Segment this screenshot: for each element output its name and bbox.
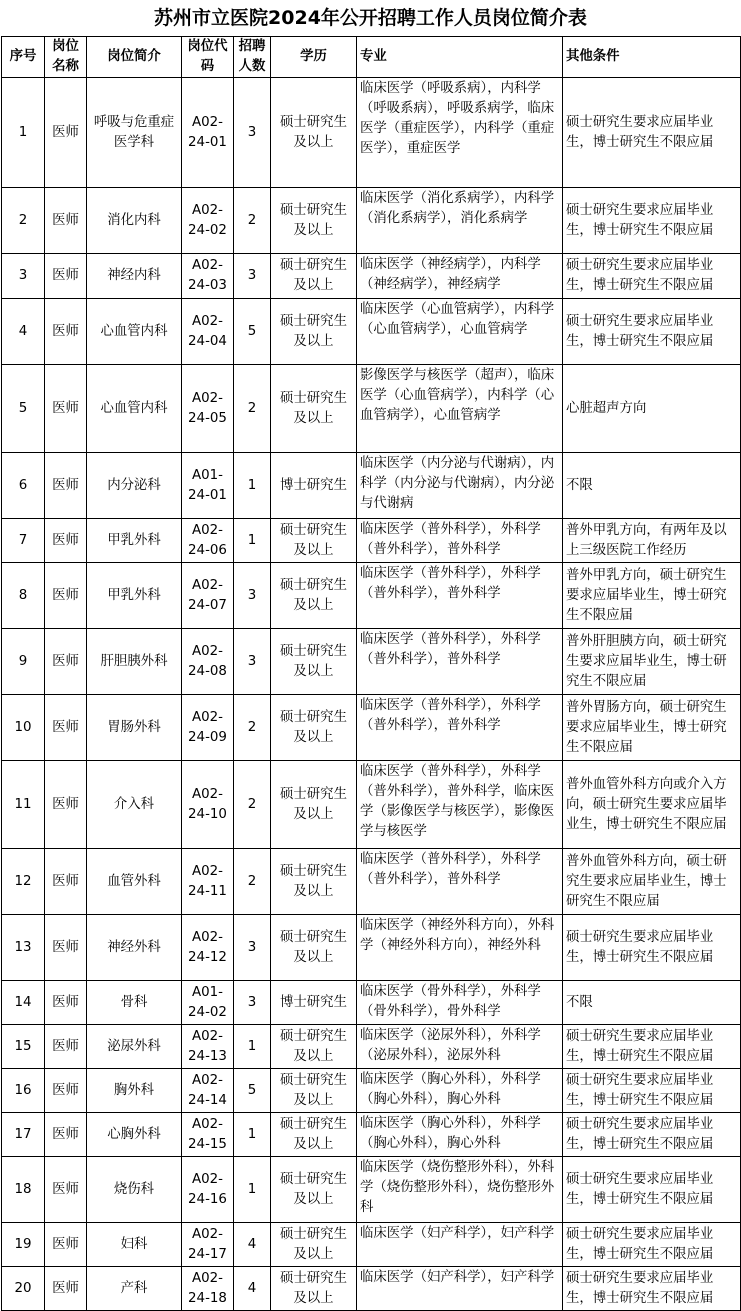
cell-position-name: 医师 xyxy=(45,981,87,1025)
cell-other-conditions: 硕士研究生要求应届毕业生，博士研究生不限应届 xyxy=(563,78,741,188)
cell-row-no: 9 xyxy=(2,629,45,695)
table-row xyxy=(2,299,741,365)
cell-education: 硕士研究生及以上 xyxy=(271,365,357,453)
cell-position-code: A02-24-09 xyxy=(182,695,234,761)
cell-education: 博士研究生 xyxy=(271,453,357,519)
cell-recruit-count: 1 xyxy=(234,1157,271,1223)
header-position-intro: 岗位简介 xyxy=(87,37,182,78)
cell-other-conditions: 普外肝胆胰方向，硕士研究生要求应届毕业生，博士研究生不限应届 xyxy=(563,629,741,695)
cell-position-name: 医师 xyxy=(45,1069,87,1113)
cell-major: 临床医学（心血管病学），内科学（心血管病学），心血管病学 xyxy=(357,299,563,365)
cell-position-intro: 心胸外科 xyxy=(87,1113,182,1157)
cell-row-no: 10 xyxy=(2,695,45,761)
cell-major: 临床医学（泌尿外科），外科学（泌尿外科），泌尿外科 xyxy=(357,1025,563,1069)
cell-major: 临床医学（烧伤整形外科），外科学（烧伤整形外科），烧伤整形外科 xyxy=(357,1157,563,1223)
cell-position-code: A02-24-16 xyxy=(182,1157,234,1223)
cell-position-name: 医师 xyxy=(45,453,87,519)
cell-other-conditions: 硕士研究生要求应届毕业生，博士研究生不限应届 xyxy=(563,1223,741,1267)
cell-position-name: 医师 xyxy=(45,1157,87,1223)
cell-education: 硕士研究生及以上 xyxy=(271,849,357,915)
cell-position-name: 医师 xyxy=(45,1113,87,1157)
cell-other-conditions: 硕士研究生要求应届毕业生，博士研究生不限应届 xyxy=(563,254,741,299)
cell-major: 临床医学（神经外科方向），外科学（神经外科方向），神经外科 xyxy=(357,915,563,981)
cell-row-no: 15 xyxy=(2,1025,45,1069)
cell-position-name: 医师 xyxy=(45,629,87,695)
cell-position-intro: 胸外科 xyxy=(87,1069,182,1113)
cell-other-conditions: 硕士研究生要求应届毕业生，博士研究生不限应届 xyxy=(563,1069,741,1113)
cell-recruit-count: 3 xyxy=(234,629,271,695)
positions-table xyxy=(1,36,741,1311)
table-row xyxy=(2,761,741,849)
cell-position-name: 医师 xyxy=(45,849,87,915)
cell-major: 临床医学（骨外科学），外科学（骨外科学），骨外科学 xyxy=(357,981,563,1025)
cell-position-code: A02-24-03 xyxy=(182,254,234,299)
cell-recruit-count: 4 xyxy=(234,1223,271,1267)
cell-other-conditions: 硕士研究生要求应届毕业生，博士研究生不限应届 xyxy=(563,188,741,254)
cell-other-conditions: 普外甲乳方向，有两年及以上三级医院工作经历 xyxy=(563,519,741,563)
cell-position-code: A02-24-12 xyxy=(182,915,234,981)
cell-recruit-count: 2 xyxy=(234,849,271,915)
cell-position-intro: 甲乳外科 xyxy=(87,563,182,629)
cell-major: 临床医学（消化系病学），内科学（消化系病学），消化系病学 xyxy=(357,188,563,254)
cell-recruit-count: 2 xyxy=(234,365,271,453)
table-row xyxy=(2,254,741,299)
cell-education: 硕士研究生及以上 xyxy=(271,1267,357,1311)
cell-recruit-count: 1 xyxy=(234,519,271,563)
cell-major: 临床医学（妇产科学），妇产科学 xyxy=(357,1223,563,1267)
cell-recruit-count: 2 xyxy=(234,695,271,761)
header-major: 专业 xyxy=(357,37,563,78)
cell-position-name: 医师 xyxy=(45,915,87,981)
cell-other-conditions: 不限 xyxy=(563,453,741,519)
cell-row-no: 17 xyxy=(2,1113,45,1157)
cell-position-name: 医师 xyxy=(45,1223,87,1267)
cell-position-code: A02-24-15 xyxy=(182,1113,234,1157)
cell-row-no: 18 xyxy=(2,1157,45,1223)
cell-row-no: 20 xyxy=(2,1267,45,1311)
cell-position-name: 医师 xyxy=(45,519,87,563)
cell-education: 硕士研究生及以上 xyxy=(271,519,357,563)
cell-other-conditions: 不限 xyxy=(563,981,741,1025)
cell-position-name: 医师 xyxy=(45,188,87,254)
cell-other-conditions: 普外甲乳方向，硕士研究生要求应届毕业生，博士研究生不限应届 xyxy=(563,563,741,629)
cell-other-conditions: 普外血管外科方向，硕士研究生要求应届毕业生，博士研究生不限应届 xyxy=(563,849,741,915)
cell-position-code: A02-24-17 xyxy=(182,1223,234,1267)
table-row xyxy=(2,1223,741,1267)
cell-other-conditions: 硕士研究生要求应届毕业生，博士研究生不限应届 xyxy=(563,1025,741,1069)
cell-row-no: 16 xyxy=(2,1069,45,1113)
cell-position-name: 医师 xyxy=(45,254,87,299)
cell-recruit-count: 3 xyxy=(234,915,271,981)
cell-other-conditions: 普外血管外科方向或介入方向，硕士研究生要求应届毕业生，博士研究生不限应届 xyxy=(563,761,741,849)
cell-position-name: 医师 xyxy=(45,299,87,365)
cell-position-code: A02-24-04 xyxy=(182,299,234,365)
cell-row-no: 6 xyxy=(2,453,45,519)
table-header-row xyxy=(2,37,741,78)
cell-position-intro: 介入科 xyxy=(87,761,182,849)
page-title: 苏州市立医院2024年公开招聘工作人员岗位简介表 xyxy=(154,7,587,29)
cell-other-conditions: 硕士研究生要求应届毕业生，博士研究生不限应届 xyxy=(563,299,741,365)
cell-major: 临床医学（普外科学），外科学（普外科学），普外科学，临床医学（影像医学与核医学），影像医学与核医学 xyxy=(357,761,563,849)
cell-position-intro: 甲乳外科 xyxy=(87,519,182,563)
cell-position-intro: 神经外科 xyxy=(87,915,182,981)
cell-position-code: A02-24-02 xyxy=(182,188,234,254)
cell-position-code: A02-24-10 xyxy=(182,761,234,849)
cell-row-no: 8 xyxy=(2,563,45,629)
cell-position-intro: 胃肠外科 xyxy=(87,695,182,761)
cell-major: 临床医学（普外科学），外科学（普外科学），普外科学 xyxy=(357,695,563,761)
table-row xyxy=(2,849,741,915)
cell-recruit-count: 2 xyxy=(234,188,271,254)
table-row xyxy=(2,1157,741,1223)
cell-other-conditions: 硕士研究生要求应届毕业生，博士研究生不限应届 xyxy=(563,915,741,981)
cell-row-no: 12 xyxy=(2,849,45,915)
cell-major: 临床医学（普外科学），外科学（普外科学），普外科学 xyxy=(357,849,563,915)
cell-education: 硕士研究生及以上 xyxy=(271,1025,357,1069)
cell-position-name: 医师 xyxy=(45,1267,87,1311)
cell-recruit-count: 2 xyxy=(234,761,271,849)
table-row xyxy=(2,563,741,629)
header-position-code: 岗位代码 xyxy=(182,37,234,78)
cell-position-name: 医师 xyxy=(45,1025,87,1069)
cell-row-no: 19 xyxy=(2,1223,45,1267)
cell-position-name: 医师 xyxy=(45,365,87,453)
cell-education: 硕士研究生及以上 xyxy=(271,563,357,629)
table-row xyxy=(2,695,741,761)
cell-recruit-count: 5 xyxy=(234,1069,271,1113)
header-recruit-count: 招聘人数 xyxy=(234,37,271,78)
cell-position-code: A02-24-13 xyxy=(182,1025,234,1069)
cell-major: 临床医学（神经病学），内科学（神经病学），神经病学 xyxy=(357,254,563,299)
cell-position-code: A02-24-18 xyxy=(182,1267,234,1311)
cell-education: 硕士研究生及以上 xyxy=(271,1113,357,1157)
header-no: 序号 xyxy=(2,37,45,78)
cell-major: 临床医学（呼吸系病），内科学（呼吸系病），呼吸系病学，临床医学（重症医学），内科学（重症医学），重症医学 xyxy=(357,78,563,188)
cell-position-intro: 呼吸与危重症医学科 xyxy=(87,78,182,188)
table-body xyxy=(2,78,741,1311)
cell-position-code: A02-24-07 xyxy=(182,563,234,629)
table-row xyxy=(2,629,741,695)
table-row xyxy=(2,915,741,981)
cell-education: 硕士研究生及以上 xyxy=(271,254,357,299)
cell-recruit-count: 3 xyxy=(234,563,271,629)
table-row xyxy=(2,365,741,453)
cell-education: 硕士研究生及以上 xyxy=(271,915,357,981)
cell-major: 临床医学（胸心外科），外科学（胸心外科），胸心外科 xyxy=(357,1113,563,1157)
cell-major: 临床医学（普外科学），外科学（普外科学），普外科学 xyxy=(357,629,563,695)
cell-row-no: 5 xyxy=(2,365,45,453)
cell-position-intro: 骨科 xyxy=(87,981,182,1025)
cell-position-code: A02-24-14 xyxy=(182,1069,234,1113)
cell-row-no: 14 xyxy=(2,981,45,1025)
cell-education: 硕士研究生及以上 xyxy=(271,629,357,695)
cell-position-code: A02-24-08 xyxy=(182,629,234,695)
cell-other-conditions: 硕士研究生要求应届毕业生，博士研究生不限应届 xyxy=(563,1157,741,1223)
table-row xyxy=(2,453,741,519)
cell-major: 临床医学（普外科学），外科学（普外科学），普外科学 xyxy=(357,563,563,629)
cell-education: 硕士研究生及以上 xyxy=(271,1223,357,1267)
cell-recruit-count: 1 xyxy=(234,453,271,519)
cell-other-conditions: 硕士研究生要求应届毕业生，博士研究生不限应届 xyxy=(563,1113,741,1157)
cell-education: 硕士研究生及以上 xyxy=(271,188,357,254)
cell-recruit-count: 5 xyxy=(234,299,271,365)
table-row xyxy=(2,1069,741,1113)
cell-education: 硕士研究生及以上 xyxy=(271,299,357,365)
cell-education: 博士研究生 xyxy=(271,981,357,1025)
cell-position-name: 医师 xyxy=(45,78,87,188)
cell-position-name: 医师 xyxy=(45,695,87,761)
cell-other-conditions: 硕士研究生要求应届毕业生，博士研究生不限应届 xyxy=(563,1267,741,1311)
table-row xyxy=(2,1025,741,1069)
cell-row-no: 13 xyxy=(2,915,45,981)
cell-position-code: A02-24-01 xyxy=(182,78,234,188)
cell-position-intro: 泌尿外科 xyxy=(87,1025,182,1069)
table-row xyxy=(2,519,741,563)
cell-major: 临床医学（胸心外科），外科学（胸心外科），胸心外科 xyxy=(357,1069,563,1113)
cell-position-code: A01-24-01 xyxy=(182,453,234,519)
cell-position-name: 医师 xyxy=(45,761,87,849)
header-position-name: 岗位名称 xyxy=(45,37,87,78)
cell-major: 临床医学（妇产科学），妇产科学 xyxy=(357,1267,563,1311)
cell-row-no: 7 xyxy=(2,519,45,563)
table-row xyxy=(2,1113,741,1157)
cell-education: 硕士研究生及以上 xyxy=(271,695,357,761)
table-row xyxy=(2,981,741,1025)
cell-position-intro: 神经内科 xyxy=(87,254,182,299)
cell-education: 硕士研究生及以上 xyxy=(271,1157,357,1223)
cell-position-code: A01-24-02 xyxy=(182,981,234,1025)
cell-position-code: A02-24-05 xyxy=(182,365,234,453)
table-row xyxy=(2,78,741,188)
cell-recruit-count: 1 xyxy=(234,1113,271,1157)
cell-row-no: 1 xyxy=(2,78,45,188)
cell-position-intro: 内分泌科 xyxy=(87,453,182,519)
cell-recruit-count: 3 xyxy=(234,981,271,1025)
cell-position-intro: 消化内科 xyxy=(87,188,182,254)
cell-major: 临床医学（普外科学），外科学（普外科学），普外科学 xyxy=(357,519,563,563)
cell-position-code: A02-24-06 xyxy=(182,519,234,563)
cell-position-intro: 烧伤科 xyxy=(87,1157,182,1223)
cell-major: 影像医学与核医学（超声），临床医学（心血管病学），内科学（心血管病学），心血管病学 xyxy=(357,365,563,453)
cell-education: 硕士研究生及以上 xyxy=(271,761,357,849)
cell-position-name: 医师 xyxy=(45,563,87,629)
cell-education: 硕士研究生及以上 xyxy=(271,78,357,188)
cell-position-code: A02-24-11 xyxy=(182,849,234,915)
cell-row-no: 4 xyxy=(2,299,45,365)
cell-position-intro: 心血管内科 xyxy=(87,365,182,453)
cell-row-no: 3 xyxy=(2,254,45,299)
cell-recruit-count: 3 xyxy=(234,78,271,188)
table-row xyxy=(2,188,741,254)
cell-education: 硕士研究生及以上 xyxy=(271,1069,357,1113)
cell-position-intro: 心血管内科 xyxy=(87,299,182,365)
cell-recruit-count: 4 xyxy=(234,1267,271,1311)
cell-recruit-count: 3 xyxy=(234,254,271,299)
table-row xyxy=(2,1267,741,1311)
cell-recruit-count: 1 xyxy=(234,1025,271,1069)
cell-row-no: 11 xyxy=(2,761,45,849)
cell-position-intro: 产科 xyxy=(87,1267,182,1311)
header-other-conditions: 其他条件 xyxy=(563,37,741,78)
cell-position-intro: 妇科 xyxy=(87,1223,182,1267)
cell-other-conditions: 普外胃肠方向，硕士研究生要求应届毕业生，博士研究生不限应届 xyxy=(563,695,741,761)
header-education: 学历 xyxy=(271,37,357,78)
cell-position-intro: 血管外科 xyxy=(87,849,182,915)
cell-major: 临床医学（内分泌与代谢病），内科学（内分泌与代谢病），内分泌与代谢病 xyxy=(357,453,563,519)
cell-row-no: 2 xyxy=(2,188,45,254)
cell-other-conditions: 心脏超声方向 xyxy=(563,365,741,453)
cell-position-intro: 肝胆胰外科 xyxy=(87,629,182,695)
